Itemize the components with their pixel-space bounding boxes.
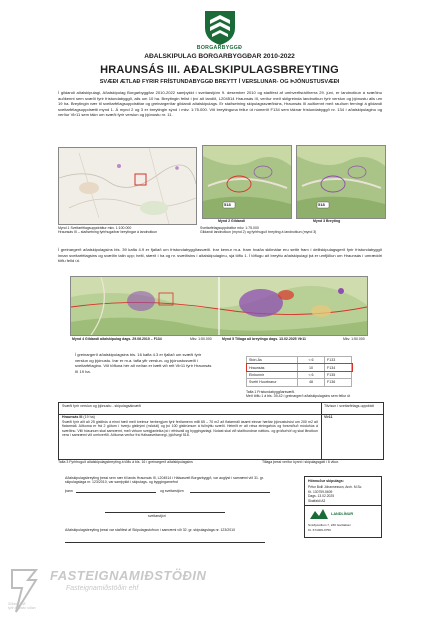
landlinur-logo (309, 508, 329, 520)
paragraph-verslun: Í greinargerð aðalskipulagsins bls. 16 kafla 4.3 er fjallað um svæði fyrir verslun og þjónustu. Þar er m.a. tafla yfir verslun- og þjónustusvæði í sveitarfélaginu. Við töfluna hér að neðan er bætt við reit VÞ11 fyrir Hraunsás III 19 ha. (75, 352, 212, 374)
signature-label: sveitarstjóri (148, 514, 166, 518)
stamp-id: Kt. 130759-5609 (308, 489, 333, 494)
table-1-caption: Tafla 1 Frístundabyggðarsvæði. Með töflu 1 á bls. 39-42 í greinargerð aðalskipulagsins sem fellur út (246, 390, 351, 399)
firm-id: Kt. 671006-0750 (308, 528, 331, 532)
table-divider (59, 414, 383, 415)
area-size: (19 ha) (83, 415, 95, 419)
figure-1-caption: Mynd 1 Sveitarfélagsuppdráttur mkv. 1:100.000 Hraunsás III – staðsetning fyrirhugaðrar breytingar á landnotkun (58, 226, 158, 235)
watermark-subtitle: Fasteignamiðstöðin ehf (66, 585, 139, 592)
fasteignamidstodin-watermark (6, 566, 207, 616)
table-1 (246, 356, 352, 387)
approval-and-label: og sveitarstjórn (160, 489, 184, 493)
figure-3-map (296, 145, 386, 219)
figure-4-caption: Mynd 4 Gildandi aðalskipulag dags. 29.06.2010 – F134 (72, 337, 162, 341)
firm-address: Smiðjuvöllum 7, 230 Garðabær (308, 523, 351, 527)
table-row: Einkunnir < 6 F135 (247, 371, 352, 378)
confirmation-text: Aðalskipulagsbreyting þessi var staðfest af Skipulagsstofnun í samræmi við 32. gr. skipulagslaga nr. 123/2010 (65, 528, 236, 532)
figure-5-scale: Mkv. 1:50.000 (343, 337, 365, 341)
figures-2-3-note: Sveitarfélagsuppdráttur mkv. 1:75.000 Gildandi landnotkun (mynd 2) og fyrirhuguð breyting á landnotkun (mynd 3) (200, 226, 317, 235)
figure-2-map (202, 145, 292, 219)
watermark-tagline: Síðan 1958 fyrir bændur síðan (8, 602, 36, 610)
document-title: HRAUNSÁS III. AÐALSKIPULAGSBREYTING (100, 64, 339, 76)
brand-name: BORGARBYGGÐ (196, 45, 243, 51)
stamp-designer: Pétur Bolli Jóhannesson, Arch. M.Sc. (308, 485, 363, 489)
figure-4-5-map (70, 276, 368, 336)
table-row-highlighted: Hraunsás 10 F134 (247, 364, 352, 371)
designer-stamp (304, 476, 382, 538)
table-2-header-right: Tilvísun í sveitarfélags-uppdrátt (324, 404, 374, 408)
table-2-caption: Tafla 3 Fyrirhuguð aðalskipulagsbreyting á töflu á bls. 16 í greinargerð aðalskipulagsins (58, 460, 193, 464)
date-line (65, 542, 265, 543)
date-line (76, 492, 156, 493)
intro-paragraph: Í gildandi aðalskipulagi, Aðalskipulag Borgarbyggðar 2010-2022 samþykkt í sveitarstjórn 9. desember 2010 og staðfest af umhverfisráðherra 29. júní, er landnotkun á svæðinu auðkennt sem svæði fyrir frístundabyggð, alls um 10 ha. Breytingin felist í því að landið, L204514 Hraunsás III, verður með skilgreinda landnotkun fyrir verslun og þjónustu alls um 19 ha. Breytingin nær til sveitarfélagsuppdráttar og greinargerðar gildandi aðalskipulags. Er staðsetning skipulagssvæðisins, Hraunsás III auðkennt með rauðum ferningi á gildandi sveitarfélagsuppdrætti mynd 1. Á mynd 2 og 3 er breytingin sýnd í mkv. 1:75.000. Við breytinguna fellur út númerið F134 sem táknar frístundabyggð nr. 134 í aðalskipulaginu og verður VÞ11 sem tákn um svæði fyrir verslun og þjónustu nr. 11. (58, 90, 382, 117)
stamp-date: Dags. 13.02.2025 (308, 494, 335, 498)
document-subtitle: SVÆÐI ÆTLAÐ FYRIR FRÍSTUNDABYGGÐ BREYTT Í VERSLUNAR- OG ÞJÓNUSTUSVÆÐI (99, 79, 340, 85)
consultation-note: Tillaga þessi verður kynnt í skipulagsgátt í 6 vikur. (262, 460, 339, 464)
table-row: Stóri-Ás < 6 F133 (247, 357, 352, 364)
figure-2-caption: Mynd 2 Gildandi (218, 219, 246, 223)
figure-4-scale: Mkv. 1:50.000 (190, 337, 212, 341)
date-line (190, 492, 270, 493)
table-divider (321, 403, 322, 459)
stamp-divider (305, 505, 381, 506)
approval-date-label: þann (65, 489, 73, 493)
figure-3-caption: Mynd 3 Breyting (313, 219, 341, 223)
stamp-sheet: Skalfaldi A3 (308, 498, 326, 503)
firm-name: LANDLÍNUR (331, 512, 354, 516)
road-number-label: 518 (224, 202, 231, 207)
document-supertitle: AÐALSKIPULAG BORGARBYGGÐAR 2010-2022 (144, 53, 295, 60)
table-row: Svefri Huurbrarur 48 F136 (247, 379, 352, 386)
watermark-title: FASTEIGNAMIÐSTÖÐIN (50, 568, 207, 583)
figure-1-map (58, 147, 197, 225)
table-2-header-left: Svæði fyrir verslun og þjónustu - skipulagsákvæði (62, 404, 142, 408)
table-2-body: Svæði fyrir allt að 25 gistihús á einni hæð með tveimur herbergjum fyrir ferðamenn milli 65 – 70 m2 að flatarmáli ásamt einnar hæðar þjónustuhúsi um 200 m2 að flatarmáli. Aðkoma er frá 2 götum í hverju gistirými (möduli) og þó 100 gistirúmum á fullnýttu svæði. Heimilt er að reisa einingahús og forsmíðuð móduhús á svæðinu. Villi húsunum skal samræmt, með virkum sveigjanleika þó í efnisvali og byggingarlagi. Notast skal við staðbundnar náttúru- og gróðurhóf og skal litnotkun vera í samræmi við umhverfið. Aðkoma verður frá Hálsasveitarvegi, þjóðvegi 518. (62, 420, 318, 437)
table-2-ref: VÞ11 (324, 415, 333, 419)
paragraph-frístundabyggð: Í greinargerð aðalskipulagsins bls. 39 kafla 4.9 er fjallað um frístundabyggðasvæði. Þar kemur m.a. fram hvaða skilmálar eru settir fram í deiliskipulagsgerð fyrir frístundabyggð innan sveitarfélagsins og svæðin talin upp; heiti, stærð í ha og nr. svæðisins í aðalskipulaginu, sjá töflu 1. Í töflugu að breyttu aðalskipulagi þá er umfjöllun um Hraunsás í umræddri töflu felld út. (58, 247, 382, 263)
road-number-label: 518 (318, 202, 325, 207)
stamp-title: Hönnuður skipulags: (308, 479, 344, 483)
approval-text: Aðalskipulagsbreyting þessi sem nær til lands Hraunsás III, L204514 í Hálsasveit Borgarbyggð, var auglýst í samræmi við 31. gr. skipulagslaga nr. 123/2010, var samþykkt í skipulags- og byggingarnefnd (65, 476, 264, 485)
signature-line (105, 512, 225, 513)
area-name: Hraunsás III (62, 415, 83, 419)
table-2 (58, 402, 384, 460)
figure-5-caption: Mynd 5 Tillaga að breytingu dags. 13.02.2025 VÞ11 (222, 337, 306, 341)
